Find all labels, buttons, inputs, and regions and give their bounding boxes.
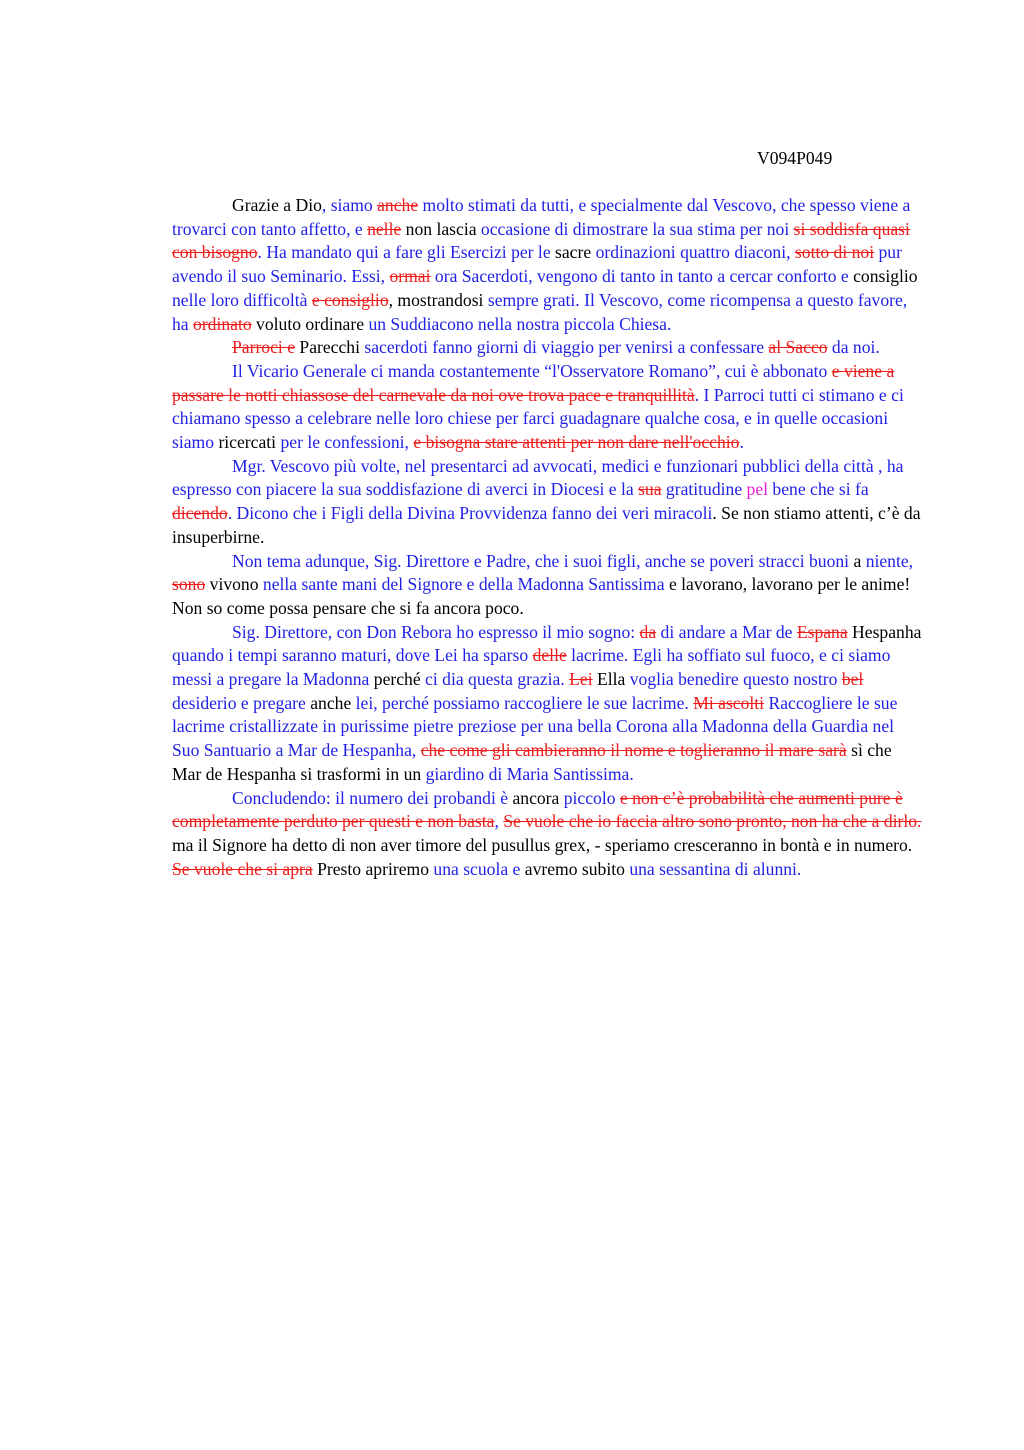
original-text: Presto apriremo (312, 858, 434, 879)
inserted-text: pur avendo il suo Seminario. Essi, (172, 242, 902, 287)
inserted-text: per le confessioni, (276, 432, 414, 453)
paragraph (172, 360, 923, 455)
inserted-text: . (739, 432, 744, 453)
inserted-text: lacrime. Egli ha soffiato sul fuoco, e ci siamo messi a pregare la Madonna (172, 645, 891, 690)
inserted-text: Il Vicario Generale ci manda costantemente “l'Osservatore Romano”, cui è abbonato (232, 360, 832, 381)
inserted-text: sacerdoti fanno giorni di viaggio per venirsi a confessare (364, 337, 769, 358)
deleted-text: nelle (367, 218, 402, 239)
original-text: anche (310, 692, 356, 713)
deleted-text: si soddisfa quasi con bisogno (172, 218, 910, 263)
deleted-text: delle (532, 645, 567, 666)
inserted-text: niente, (865, 550, 914, 571)
deleted-text: ordinato (193, 313, 252, 334)
inserted-text: . I Parroci tutti ci stimano e ci chiamano spesso a celebrare nelle loro chiese per farci guadagnare qualche cosa, e in quelle occasioni siamo (172, 384, 904, 453)
inserted-text: ordinazioni quattro diaconi, (591, 242, 795, 263)
deleted-text: Mi ascolti (693, 692, 765, 713)
inserted-text: bene che si fa (768, 479, 869, 500)
inserted-text: gratitudine (661, 479, 747, 500)
original-text: avremo subito (520, 858, 630, 879)
inserted-text: molto stimati da tutti, e specialmente dal Vescovo, che spesso viene a trovarci con tanto affetto, e (172, 195, 911, 239)
original-text: Grazie a Dio (232, 195, 322, 215)
inserted-text: voglia benedire questo nostro (629, 669, 842, 690)
original-text: Hespanha (847, 621, 922, 642)
inserted-text: piccolo (563, 787, 620, 808)
original-text: sacre (555, 242, 592, 263)
deleted-text: dicendo (172, 503, 228, 524)
original-text: ancora (512, 787, 564, 808)
inserted-text: . Ha mandato qui a fare gli Esercizi per le (257, 242, 556, 263)
inserted-text: Non tema adunque, Sig. Direttore e Padre, che i suoi figli, anche se poveri stracci buoni (232, 550, 854, 571)
original-text: e lavorano, lavorano per le anime! Non so come possa pensare che si fa ancora poco. (172, 574, 911, 618)
deleted-text: sono (172, 574, 206, 595)
inserted-text: Sig. Direttore, con Don Rebora ho espresso il mio sogno: (232, 621, 640, 642)
deleted-text: Espana (796, 621, 848, 642)
page-identifier: V094P049 (757, 148, 833, 168)
deleted-text: Lei (569, 669, 593, 690)
inserted-text: ora Sacerdoti, vengono di tanto in tanto a cercar conforto e (430, 266, 854, 287)
inserted-text: da noi. (827, 337, 880, 358)
original-text: ma il Signore ha detto di non aver timore del pusullus grex, - speriamo cresceranno in bontà e in numero. (172, 834, 913, 855)
deleted-text: e non c’è probabilità che aumenti pure è completamente perduto per questi e non basta (172, 787, 903, 832)
original-text: voluto ordinare (251, 313, 369, 334)
paragraph (172, 787, 923, 882)
deleted-text: e consiglio (311, 289, 389, 310)
inserted-text: desiderio e pregare (172, 692, 311, 713)
inserted-text: una sessantina di alunni. (629, 858, 802, 879)
original-text: ricercati (218, 432, 277, 453)
letter-body (172, 194, 923, 881)
deleted-text: che come gli cambieranno il nome e toglieranno il mare sarà (420, 740, 847, 761)
paragraph (172, 550, 923, 621)
inserted-text: Mgr. Vescovo più volte, nel presentarci ad avvocati, medici e funzionari pubblici della città , ha espresso con piacere la sua soddisfazione di averci in Diocesi e la (172, 455, 904, 500)
deleted-text: e viene a passare le notti chiassose del carnevale da noi ove trova pace e tranquillità (172, 360, 895, 405)
deleted-text: al Sacco (768, 337, 828, 358)
paragraph (172, 336, 923, 360)
deleted-text: sua (638, 479, 662, 500)
inserted-text: quando i tempi saranno maturi, dove Lei ha sparso (172, 645, 533, 666)
inserted-text: lei, perché possiamo raccogliere le sue lacrime. (355, 692, 694, 713)
inserted-text: di andare a Mar de (656, 621, 797, 642)
original-text: , mostrandosi (388, 289, 488, 310)
inserted-text: sempre grati. Il Vescovo, come ricompensa a questo favore, ha (172, 289, 908, 334)
inserted-text: una scuola e (433, 858, 521, 879)
inserted-text: ci dia questa grazia. (425, 669, 570, 690)
original-text: consiglio (853, 266, 918, 287)
original-text: perché (373, 669, 426, 690)
original-text: sì che Mar de Hespanha si trasformi in un (172, 740, 892, 784)
deleted-text: e bisogna stare attenti per non dare nell'occhio (413, 432, 740, 453)
deleted-text: sotto di noi (794, 242, 875, 263)
deleted-text: bel (841, 669, 864, 690)
inserted-text: nelle loro difficoltà (172, 289, 312, 310)
deleted-text: Se vuole che si apra (172, 858, 313, 879)
original-text: a (853, 550, 866, 571)
inserted-text: , (494, 811, 504, 832)
inserted-text: nella sante mani del Signore e della Madonna Santissima (262, 574, 665, 595)
deleted-text: Se vuole che io faccia altro sono pronto, non ha che a dirlo. (503, 811, 922, 832)
inserted-text: Concludendo: il numero dei probandi è (232, 787, 513, 808)
deleted-text: ormai (389, 266, 431, 287)
paragraph (172, 194, 923, 336)
original-text: Ella (592, 669, 630, 690)
original-text: Parecchi (295, 337, 365, 358)
paragraph (172, 455, 923, 550)
inserted-text: un Suddiacono nella nostra piccola Chiesa. (368, 313, 672, 334)
paragraph (172, 621, 923, 787)
original-text: . Se non stiamo attenti, c’è da insuperbirne. (172, 503, 921, 547)
inserted-text: . Dicono che i Figli della Divina Provvidenza fanno dei veri miracoli (227, 503, 713, 524)
deleted-text: da (639, 621, 657, 642)
original-text: non lascia (401, 218, 481, 239)
deleted-text: Parroci e (232, 337, 296, 358)
inserted-text: Raccogliere le sue lacrime cristallizzate in purissime pietre preziose per una bella Corona alla Madonna della Guardia nel Suo Santuario a Mar de Hespanha, (172, 692, 898, 761)
original-text: vivono (205, 574, 263, 595)
inserted-text: giardino di Maria Santissima. (425, 763, 634, 784)
highlighted-text: pel (746, 479, 769, 500)
deleted-text: anche (377, 195, 419, 215)
inserted-text: , siamo (321, 195, 378, 215)
inserted-text: occasione di dimostrare la sua stima per noi (480, 218, 794, 239)
